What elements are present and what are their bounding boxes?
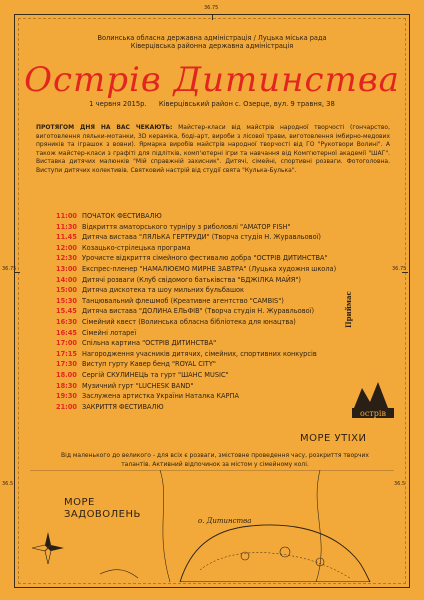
schedule-time: 15.45 (56, 307, 77, 316)
schedule-event: Сімейний квест (Волинська обласна бібліотека для юнацтва) (82, 317, 296, 326)
compass-rose (32, 532, 64, 564)
schedule-item (56, 253, 356, 264)
schedule-time: 18:30 (56, 381, 77, 390)
schedule-event: Дитячі розваги (Клуб свідомого батьківства "БДЖІЛКА МАЙЯ") (82, 275, 301, 284)
schedule-time: 17:00 (56, 339, 77, 348)
schedule-time: 18.00 (56, 370, 77, 379)
schedule-event: Сімейні лотареї (82, 328, 137, 337)
schedule-item (56, 306, 356, 317)
schedule-time: 11:30 (56, 222, 77, 231)
schedule-event: Дитяча дискотека та шоу мильних бульбашок (82, 286, 245, 295)
map-meridian-left (160, 470, 170, 582)
scale-right-label: 36.75 (392, 266, 407, 272)
schedule-item (56, 359, 356, 370)
scale-left-label: 36.75 (2, 266, 17, 272)
logo-graphic (348, 368, 398, 428)
schedule-item (56, 338, 356, 349)
schedule-item (56, 222, 356, 233)
scale-bottom-left-label: 36.5 (2, 481, 14, 487)
map-tree-2 (280, 547, 290, 557)
organizers-line-1: Волинська обласна державна адміністрація / Луцька міська рада (97, 34, 327, 42)
schedule-time: 15:00 (56, 286, 77, 295)
schedule-event: ЗАКРИТТЯ ФЕСТИВАЛЮ (82, 402, 164, 411)
schedule-event: Заслужена артистка України Наталка КАРПА (82, 392, 239, 401)
schedule-time: 19:30 (56, 392, 77, 401)
schedule-time: 14:00 (56, 275, 77, 284)
festival-title: Острів Дитинства (24, 60, 400, 100)
schedule-event: Нагородження учасників дитячих, сімейних, спортивних конкурсів (82, 349, 317, 358)
schedule-item (56, 317, 356, 328)
schedule-event: Дитяча вистава "ЛЯЛЬКА ГЕРТРУДИ" (Творча студія Н. Журавльової) (82, 233, 322, 242)
schedule-time: 13:00 (56, 264, 77, 273)
schedule-item (56, 391, 356, 402)
schedule-item (56, 232, 356, 243)
organizers-line-2: Ківерцівська районна державна адміністрація (130, 42, 294, 50)
schedule-time: 16:30 (56, 317, 77, 326)
schedule-item (56, 211, 356, 222)
schedule-item (56, 349, 356, 360)
schedule-list (56, 211, 356, 412)
schedule-item (56, 328, 356, 339)
island-outline (180, 525, 370, 582)
island-path (200, 553, 350, 578)
scale-left-tick (14, 272, 20, 273)
schedule-event: Відкриття аматорського турніру з риболовлі "AMATOP FISH" (82, 222, 291, 231)
scale-top-tick (212, 14, 213, 20)
schedule-item (56, 381, 356, 392)
scale-right-tick (402, 272, 408, 273)
schedule-event: Дитяча вистава "ДОЛИНА ЕЛЬФІВ" (Творча студія Н. Журавльової) (82, 307, 315, 316)
schedule-time: 11.45 (56, 233, 77, 242)
schedule-event: ПОЧАТОК ФЕСТИВАЛЮ (82, 212, 162, 220)
schedule-event: Музичний гурт "LUCHESK BAND" (82, 381, 194, 390)
schedule-event: Козацько-стрілецька програма (82, 243, 191, 252)
schedule-time: 17:30 (56, 360, 77, 369)
schedule-time: 11:00 (56, 212, 77, 220)
organizers-header (0, 34, 424, 50)
scale-bottom-right-label: 36.5 (394, 481, 406, 487)
schedule-event: Танцювальний флешмоб (Креативне агентство "CAMBIS") (82, 296, 284, 305)
schedule-item (56, 296, 356, 307)
date-and-place (0, 100, 424, 108)
schedule-item (56, 285, 356, 296)
schedule-event: Спільна картина "ОСТРІВ ДИТИНСТВА" (82, 339, 217, 348)
schedule-time: 15:30 (56, 296, 77, 305)
event-place: Ківерцівський район с. Озерце, вул. 9 травня, 38 (158, 100, 335, 108)
schedule-time: 12:00 (56, 243, 77, 252)
schedule-time: 21:00 (56, 402, 77, 411)
treasure-map (20, 470, 404, 582)
logo-mountains (354, 382, 388, 408)
scale-top-label: 36.75 (204, 5, 219, 11)
town-label: Приймас (344, 291, 353, 328)
schedule-time: 17:15 (56, 349, 77, 358)
sea-of-pleasures-label: МОРЕ ЗАДОВОЛЕНЬ (64, 497, 141, 520)
schedule-time: 12:30 (56, 254, 77, 263)
intro-paragraph (36, 124, 390, 176)
schedule-item (56, 370, 356, 381)
logo-word: острів (360, 409, 386, 418)
schedule-event: Експрес-пленер "НАМАЛЮЄМО МИРНЕ ЗАВТРА" (Луцька художня школа) (82, 264, 337, 273)
map-drawing (20, 470, 404, 582)
closing-paragraph: Від маленького до великого - для всіх є розваги, змістовне проведення часу, розкриття творчих талантів. Активний відпочинок за містом у сімейному колі. (61, 452, 369, 468)
intro-lead: ПРОТЯГОМ ДНЯ НА ВАС ЧЕКАЮТЬ: (36, 124, 173, 131)
schedule-event: Виступ гурту Кавер бенд "ROYAL CITY" (82, 360, 216, 369)
schedule-event: Сергій СКУЛИНЕЦЬ та гурт "ШАНС MUSIC" (82, 370, 229, 379)
schedule-item (56, 402, 356, 413)
map-meridian-right (316, 470, 321, 582)
schedule-item (56, 264, 356, 275)
island-label: о. Дитинства (198, 517, 252, 525)
schedule-item (56, 275, 356, 286)
map-wave (100, 570, 138, 578)
schedule-item (56, 243, 356, 254)
intro-text: Майстер-класи від майстрів народної творчості (гончарство, виготовлення ляльки-мотанки, 3D кераміка, боді-арт, вироби з лісової трави, виготовлення імбирно-медових пряників та іграшок з вовни). Ярмарка виробів майстрів народної творчості від ГО "Рукотвори Волині". А також майстер-класи з графіті для підлітків, комп'ютерні ігри та навчання від Комп'ютерної академії "ШАГ". Виставка дитячих малюнків "Мій справжній захисник". Дитячі, сімейні, спортивні розваги. Фотоголовна. Виступи дитячих колективів. Святковий настрій від студії свята "Кулька-Булька". (36, 124, 391, 174)
event-date: 1 червня 2015р. (89, 100, 147, 108)
sea-of-joy-label: МОРЕ УТІХИ (300, 433, 367, 444)
schedule-time: 16:45 (56, 328, 77, 337)
schedule-event: Урочисте відкриття сімейного фестивалю добра "ОСТРІВ ДИТИНСТВА" (82, 254, 328, 263)
island-logo (348, 368, 398, 428)
